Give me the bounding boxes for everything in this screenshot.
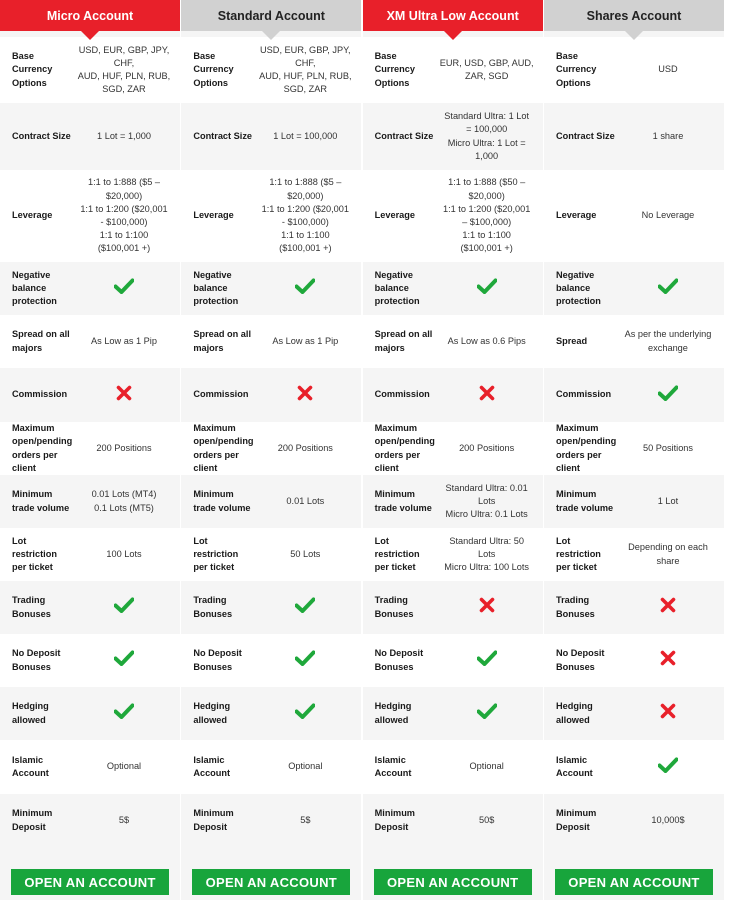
feature-row-negative-balance-protection [363,262,543,315]
feature-label: Maximum open/pending orders per client [12,423,73,473]
feature-row-leverage [0,170,180,262]
feature-row-trading-bonuses [181,581,361,634]
feature-row-minimum-deposit [363,794,543,847]
feature-value: 0.01 Lots (MT4) 0.1 Lots (MT5) [91,489,157,513]
feature-value: 0.01 Lots [286,495,325,506]
feature-row-base-currency-options [0,37,180,103]
header-pointer [625,31,643,40]
feature-value: 50 Positions [642,442,694,453]
feature-value: 1 Lot = 100,000 [273,130,338,141]
feature-label: Trading Bonuses [555,595,595,619]
feature-row-contract-size [544,103,724,170]
check-icon [658,757,678,777]
feature-value: 5$ [300,814,311,825]
feature-label: No Deposit Bonuses [374,648,424,672]
feature-value: 200 Positions [277,442,333,453]
feature-label: Hedging allowed [12,701,49,725]
cross-icon [660,650,676,670]
feature-row-islamic-account [0,740,180,794]
feature-row-lot-restriction-per-ticket [363,528,543,581]
feature-value: 1 Lot = 1,000 [97,130,151,141]
feature-rows [544,37,724,847]
feature-row-maximum-open-pending-orders-per-client [544,422,724,475]
account-header [0,0,180,31]
feature-row-commission [0,368,180,422]
feature-label: Trading Bonuses [193,595,233,619]
check-icon [295,278,315,298]
feature-label: Leverage [193,210,234,221]
check-icon [114,650,134,670]
feature-label: Lot restriction per ticket [193,535,239,573]
feature-label: Commission [12,389,68,400]
feature-row-negative-balance-protection [544,262,724,315]
feature-label: Maximum open/pending orders per client [193,423,254,473]
feature-label: Leverage [12,210,53,221]
feature-value [435,597,539,617]
feature-row-contract-size [0,103,180,170]
feature-label: Base Currency Options [374,51,415,88]
feature-row-commission [363,368,543,422]
check-icon [114,703,134,723]
check-icon [477,278,497,298]
feature-label: Minimum Deposit [193,808,234,832]
feature-label: Trading Bonuses [374,595,414,619]
feature-label: Trading Bonuses [12,595,51,619]
check-icon [295,703,315,723]
feature-row-spread-on-all-majors [544,315,724,368]
feature-label: No Deposit Bonuses [555,648,605,672]
account-title: Shares Account [586,8,682,23]
cta-wrapper [544,869,724,895]
feature-row-maximum-open-pending-orders-per-client [363,422,543,475]
feature-label: Hedging allowed [193,701,231,725]
feature-value: 200 Positions [459,442,515,453]
feature-value: No Leverage [641,210,695,221]
feature-row-minimum-deposit [181,794,361,847]
cta-wrapper [0,869,180,895]
feature-label: Base Currency Options [193,51,234,88]
feature-row-islamic-account [181,740,361,794]
feature-row-trading-bonuses [363,581,543,634]
feature-label: Negative balance protection [374,269,420,307]
feature-value: Depending on each share [628,542,708,566]
feature-value: 1 Lot [657,495,679,506]
cross-icon [660,703,676,723]
feature-row-no-deposit-bonuses [181,634,361,687]
feature-value: 1:1 to 1:888 ($50 – $20,000) 1:1 to 1:200 ($20,001 – $100,000) 1:1 to 1:100 ($100,001 +) [442,177,531,254]
account-title: Standard Account [217,8,325,23]
account-title: XM Ultra Low Account [386,8,519,23]
feature-value: 1:1 to 1:888 ($5 – $20,000) 1:1 to 1:200 ($20,001 - $100,000) 1:1 to 1:100 ($100,001 +) [80,177,168,254]
feature-row-lot-restriction-per-ticket [181,528,361,581]
feature-label: Lot restriction per ticket [12,535,57,573]
feature-value: Standard Ultra: 0.01 Lots Micro Ultra: 0.1 Lots [445,482,528,520]
feature-label: Base Currency Options [12,51,53,88]
feature-row-maximum-open-pending-orders-per-client [0,422,180,475]
feature-value [253,703,357,723]
feature-label: Negative balance protection [12,269,57,307]
cta-wrapper [363,869,543,895]
header-pointer [262,31,280,40]
feature-label: Contract Size [193,130,253,141]
feature-row-base-currency-options [363,37,543,103]
feature-row-leverage [544,170,724,262]
feature-row-lot-restriction-per-ticket [0,528,180,581]
check-icon [114,278,134,298]
feature-row-trading-bonuses [544,581,724,634]
feature-value: 10,000$ [651,814,685,825]
account-column-micro [0,0,180,900]
feature-label: Commission [193,389,249,400]
feature-row-spread-on-all-majors [0,315,180,368]
feature-value [616,703,720,723]
feature-value: EUR, USD, GBP, AUD, ZAR, SGD [439,57,534,81]
feature-value: As Low as 1 Pip [91,335,157,346]
feature-row-hedging-allowed [363,687,543,740]
feature-value: 1:1 to 1:888 ($5 – $20,000) 1:1 to 1:200 ($20,001 - $100,000) 1:1 to 1:100 ($100,001 +) [261,177,349,254]
feature-row-leverage [181,170,361,262]
open-account-button[interactable]: OPEN AN ACCOUNT [555,869,713,895]
cross-icon [479,385,495,405]
feature-label: Spread on all majors [193,329,252,353]
check-icon [477,703,497,723]
feature-row-spread-on-all-majors [363,315,543,368]
feature-value: As per the underlying exchange [624,329,712,353]
feature-row-minimum-deposit [544,794,724,847]
feature-row-minimum-trade-volume [363,475,543,528]
feature-label: No Deposit Bonuses [193,648,242,672]
feature-value [72,650,176,670]
feature-value: USD, EUR, GBP, JPY, CHF, AUD, HUF, PLN, RUB, SGD, ZAR [259,44,352,95]
feature-label: Minimum trade volume [555,489,614,513]
feature-row-contract-size [181,103,361,170]
feature-label: Leverage [555,210,597,221]
check-icon [658,385,678,405]
check-icon [114,597,134,617]
feature-value [616,385,720,405]
feature-row-minimum-trade-volume [181,475,361,528]
feature-label: Contract Size [374,130,434,141]
feature-value [616,597,720,617]
feature-label: Hedging allowed [555,701,593,725]
account-column-shares [544,0,724,900]
feature-value [253,385,357,405]
feature-value: Optional [469,761,504,772]
feature-value [72,703,176,723]
feature-value [616,278,720,298]
feature-row-minimum-trade-volume [0,475,180,528]
feature-label: Minimum trade volume [193,489,251,513]
feature-label: Minimum Deposit [374,808,415,832]
feature-row-maximum-open-pending-orders-per-client [181,422,361,475]
feature-value [253,278,357,298]
feature-value: 50$ [478,814,495,825]
account-header [544,0,724,31]
check-icon [658,278,678,298]
feature-row-negative-balance-protection [0,262,180,315]
feature-label: Commission [555,389,612,400]
feature-label: Lot restriction per ticket [374,535,420,573]
feature-value [435,385,539,405]
open-account-button[interactable]: OPEN AN ACCOUNT [192,869,350,895]
feature-label: Negative balance protection [193,269,239,307]
open-account-button[interactable]: OPEN AN ACCOUNT [374,869,532,895]
feature-row-spread-on-all-majors [181,315,361,368]
feature-label: Base Currency Options [555,51,597,88]
account-column-ultra-low [363,0,543,900]
feature-value: USD, EUR, GBP, JPY, CHF, AUD, HUF, PLN, RUB, SGD, ZAR [77,44,171,95]
feature-label: Spread on all majors [12,329,70,353]
feature-value: As Low as 0.6 Pips [447,335,526,346]
feature-label: Leverage [374,210,416,221]
feature-value [72,597,176,617]
open-account-button[interactable]: OPEN AN ACCOUNT [11,869,169,895]
feature-label: Islamic Account [12,754,49,778]
feature-row-minimum-trade-volume [544,475,724,528]
feature-label: Islamic Account [555,754,593,778]
header-pointer [81,31,99,40]
account-header [363,0,543,31]
feature-row-no-deposit-bonuses [0,634,180,687]
feature-value [616,757,720,777]
feature-value: 100 Lots [106,548,142,559]
feature-row-hedging-allowed [0,687,180,740]
account-title: Micro Account [46,8,134,23]
feature-value: 5$ [118,814,130,825]
cross-icon [660,597,676,617]
feature-value: Optional [106,761,142,772]
feature-value: USD [658,64,678,75]
feature-row-no-deposit-bonuses [544,634,724,687]
feature-value [616,650,720,670]
feature-value: Standard Ultra: 1 Lot = 100,000 Micro Ultra: 1 Lot = 1,000 [444,111,530,161]
feature-value: 200 Positions [96,442,152,453]
feature-label: Contract Size [555,130,615,141]
feature-value: As Low as 1 Pip [272,335,339,346]
feature-value [435,278,539,298]
feature-label: Contract Size [12,130,71,141]
feature-label: Lot restriction per ticket [555,535,601,573]
feature-row-commission [181,368,361,422]
check-icon [295,597,315,617]
feature-rows [0,37,180,847]
feature-label: Minimum Deposit [12,808,53,832]
feature-value [72,278,176,298]
feature-value: Standard Ultra: 50 Lots Micro Ultra: 100 Lots [444,535,530,573]
feature-row-commission [544,368,724,422]
feature-value [435,703,539,723]
feature-row-leverage [363,170,543,262]
feature-row-negative-balance-protection [181,262,361,315]
cross-icon [116,385,132,405]
feature-label: Hedging allowed [374,701,412,725]
feature-value [72,385,176,405]
feature-label: Minimum trade volume [374,489,432,513]
feature-label: Minimum trade volume [12,489,70,513]
feature-label: Islamic Account [193,754,231,778]
feature-label: Commission [374,389,430,400]
feature-label: Spread on all majors [374,329,433,353]
feature-label: No Deposit Bonuses [12,648,61,672]
feature-row-base-currency-options [181,37,361,103]
account-column-standard [181,0,361,900]
feature-row-islamic-account [363,740,543,794]
feature-value: 1 share [652,130,684,141]
account-header [181,0,361,31]
feature-value [435,650,539,670]
feature-row-islamic-account [544,740,724,794]
feature-row-contract-size [363,103,543,170]
feature-value: Optional [288,761,323,772]
feature-rows [181,37,361,847]
feature-row-no-deposit-bonuses [363,634,543,687]
feature-label: Maximum open/pending orders per client [555,423,617,473]
feature-label: Negative balance protection [555,269,601,307]
feature-label: Spread [555,335,588,346]
feature-value [253,597,357,617]
feature-label: Maximum open/pending orders per client [374,423,435,473]
feature-value: 50 Lots [290,548,321,559]
feature-row-hedging-allowed [544,687,724,740]
feature-label: Minimum Deposit [555,808,597,832]
header-pointer [444,31,462,40]
check-icon [477,650,497,670]
feature-row-minimum-deposit [0,794,180,847]
feature-row-lot-restriction-per-ticket [544,528,724,581]
check-icon [295,650,315,670]
feature-value [253,650,357,670]
feature-row-trading-bonuses [0,581,180,634]
feature-rows [363,37,543,847]
cta-wrapper [181,869,361,895]
feature-row-base-currency-options [544,37,724,103]
cross-icon [297,385,313,405]
cross-icon [479,597,495,617]
feature-row-hedging-allowed [181,687,361,740]
feature-label: Islamic Account [374,754,412,778]
